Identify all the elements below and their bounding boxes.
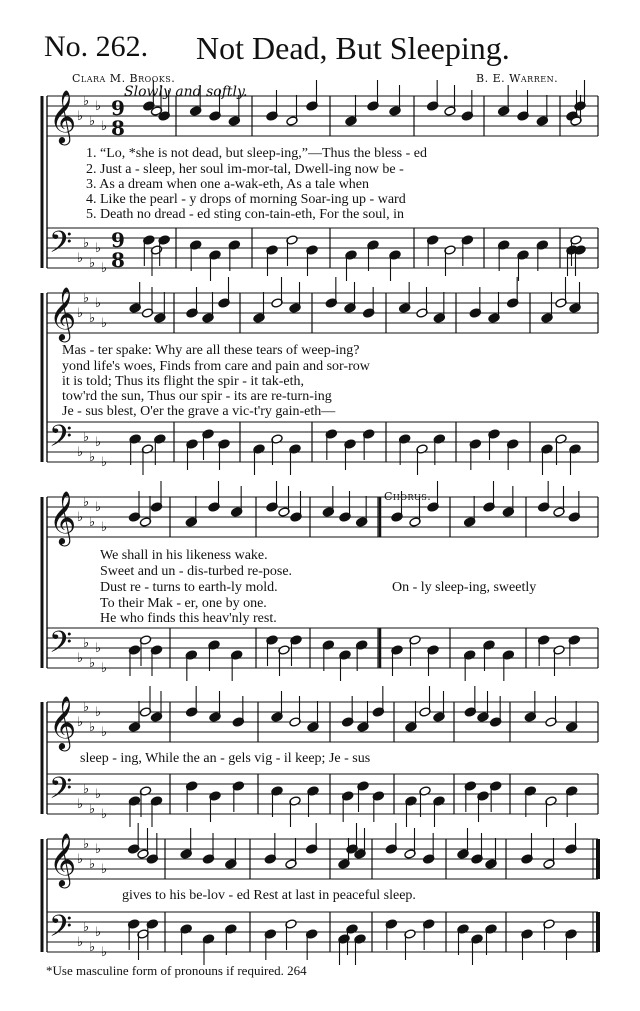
composer: B. E. Warren. xyxy=(476,72,559,85)
flat-sign: ♭ xyxy=(83,495,90,510)
flat-sign: ♭ xyxy=(77,852,84,867)
flat-sign: ♭ xyxy=(101,725,108,740)
lyric-line: yond life's woes, Finds from care and pain and sor-row xyxy=(62,359,370,374)
flat-sign: ♭ xyxy=(89,857,96,872)
lyric-line: We shall in his likeness wake. xyxy=(100,548,268,563)
flat-sign: ♭ xyxy=(83,920,90,935)
bass-clef: 𝄢 xyxy=(49,420,73,461)
flat-sign: ♭ xyxy=(89,515,96,530)
time-signature-top: 9 xyxy=(111,96,125,120)
flat-sign: ♭ xyxy=(83,236,90,251)
lyric-line: 1. “Lo, *she is not dead, but sleep-ing,”—Thus the bless - ed xyxy=(86,146,427,161)
flat-sign: ♭ xyxy=(95,500,102,515)
flat-sign: ♭ xyxy=(95,241,102,256)
flat-sign: ♭ xyxy=(101,945,108,960)
flat-sign: ♭ xyxy=(95,435,102,450)
flat-sign: ♭ xyxy=(95,99,102,114)
lyric-line: He who finds this heav'nly rest. xyxy=(100,611,277,626)
flat-sign: ♭ xyxy=(83,700,90,715)
flat-sign: ♭ xyxy=(95,641,102,656)
flat-sign: ♭ xyxy=(101,119,108,134)
lyric-line: Mas - ter spake: Why are all these tears of weep-ing? xyxy=(62,343,360,358)
flat-sign: ♭ xyxy=(101,807,108,822)
page-number: 264 xyxy=(287,963,307,978)
lyric-line: 4. Like the pearl - y drops of morning Soar-ing up - ward xyxy=(86,192,406,207)
flat-sign: ♭ xyxy=(101,862,108,877)
flat-sign: ♭ xyxy=(83,94,90,109)
lyric-line: gives to his be-lov - ed Rest at last in peaceful sleep. xyxy=(122,888,416,903)
flat-sign: ♭ xyxy=(83,291,90,306)
lyric-line: To their Mak - er, one by one. xyxy=(100,596,267,611)
flat-sign: ♭ xyxy=(95,705,102,720)
flat-sign: ♭ xyxy=(77,251,84,266)
flat-sign: ♭ xyxy=(89,114,96,129)
flat-sign: ♭ xyxy=(89,256,96,271)
flat-sign: ♭ xyxy=(77,445,84,460)
bass-clef: 𝄢 xyxy=(49,226,73,267)
tempo-marking: Slowly and softly. xyxy=(124,84,248,100)
time-signature-bottom: 8 xyxy=(111,248,125,272)
treble-clef: 𝄞 xyxy=(49,695,77,749)
lyric-line: sleep - ing, While the an - gels vig - il keep; Je - sus xyxy=(80,751,371,766)
flat-sign: ♭ xyxy=(77,935,84,950)
hymn-number: No. 262. xyxy=(44,30,149,63)
flat-sign: ♭ xyxy=(101,520,108,535)
bass-clef: 𝄢 xyxy=(49,626,73,667)
lyric-line: tow'rd the sun, Thus our spir - its are re-turn-ing xyxy=(62,389,332,404)
time-signature-bottom: 8 xyxy=(111,116,125,140)
chorus-lyric: On - ly sleep-ing, sweetly xyxy=(392,580,537,595)
flat-sign: ♭ xyxy=(101,455,108,470)
flat-sign: ♭ xyxy=(83,837,90,852)
lyric-line: Je - sus blest, O'er the grave a vic-t'ry gain-eth— xyxy=(62,404,336,419)
bass-clef: 𝄢 xyxy=(49,772,73,813)
flat-sign: ♭ xyxy=(77,510,84,525)
lyric-line: Sweet and un - dis-turbed re-pose. xyxy=(100,564,293,579)
flat-sign: ♭ xyxy=(77,797,84,812)
treble-clef: 𝄞 xyxy=(49,832,77,886)
treble-clef: 𝄞 xyxy=(49,89,77,143)
treble-clef: 𝄞 xyxy=(49,490,77,544)
flat-sign: ♭ xyxy=(89,940,96,955)
flat-sign: ♭ xyxy=(89,311,96,326)
flat-sign: ♭ xyxy=(77,306,84,321)
flat-sign: ♭ xyxy=(89,720,96,735)
chorus-label: Chorus. xyxy=(384,490,432,503)
flat-sign: ♭ xyxy=(95,787,102,802)
treble-clef: 𝄞 xyxy=(49,286,77,340)
flat-sign: ♭ xyxy=(101,316,108,331)
lyricist: Clara M. Brooks. xyxy=(72,72,176,85)
bass-clef: 𝄢 xyxy=(49,910,73,951)
flat-sign: ♭ xyxy=(89,450,96,465)
flat-sign: ♭ xyxy=(83,430,90,445)
time-signature-top: 9 xyxy=(111,228,125,252)
flat-sign: ♭ xyxy=(95,925,102,940)
flat-sign: ♭ xyxy=(95,296,102,311)
lyric-line: Dust re - turns to earth-ly mold. xyxy=(100,580,278,595)
lyric-line: 3. As a dream when one a-wak-eth, As a tale when xyxy=(86,177,370,192)
flat-sign: ♭ xyxy=(77,109,84,124)
footnote-text: *Use masculine form of pronouns if required. xyxy=(46,963,284,978)
footnote xyxy=(46,963,307,979)
lyric-line: 2. Just a - sleep, her soul im-mor-tal, Dwell-ing now be - xyxy=(86,162,404,177)
flat-sign: ♭ xyxy=(89,802,96,817)
flat-sign: ♭ xyxy=(83,782,90,797)
flat-sign: ♭ xyxy=(95,842,102,857)
hymn-title: Not Dead, But Sleeping. xyxy=(196,30,510,66)
flat-sign: ♭ xyxy=(77,715,84,730)
flat-sign: ♭ xyxy=(101,261,108,276)
lyric-line: 5. Death no dread - ed sting con-tain-eth, For the soul, in xyxy=(86,207,405,222)
flat-sign: ♭ xyxy=(77,651,84,666)
flat-sign: ♭ xyxy=(101,661,108,676)
flat-sign: ♭ xyxy=(89,656,96,671)
flat-sign: ♭ xyxy=(83,636,90,651)
lyric-line: it is told; Thus its flight the spir - it tak-eth, xyxy=(62,374,305,389)
